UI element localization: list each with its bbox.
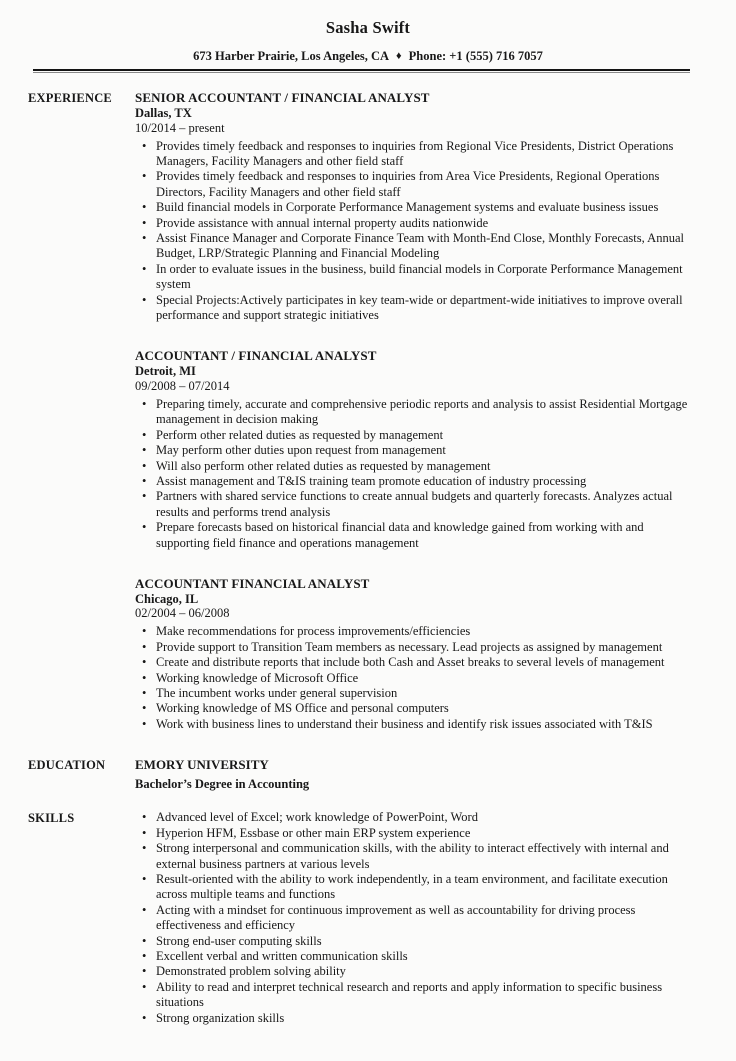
experience-section [28, 90, 690, 732]
section-label-experience: EXPERIENCE [28, 91, 112, 105]
bullet-item: • Assist management and T&IS training team promote education of industry processing [135, 474, 690, 489]
phone-text: Phone: +1 (555) 716 7057 [408, 49, 543, 63]
bullet-item: • Create and distribute reports that include both Cash and Asset breaks to several levels of management [135, 655, 690, 670]
job-bullet-list [135, 139, 690, 324]
job-dates: 02/2004 – 06/2008 [135, 606, 230, 621]
bullet-item: • The incumbent works under general supervision [135, 686, 690, 701]
address-text: 673 Harber Prairie, Los Angeles, CA [193, 49, 390, 63]
header-divider [33, 69, 690, 73]
bullet-item: • Provides timely feedback and responses to inquiries from Area Vice Presidents, Regional Operations Directors, Facility Managers and other field staff [135, 169, 690, 200]
degree-name: Bachelor’s Degree in Accounting [135, 777, 310, 792]
job-dates: 09/2008 – 07/2014 [135, 378, 230, 393]
bullet-item: • Preparing timely, accurate and comprehensive periodic reports and analysis to assist Residential Mortgage management in decision making [135, 397, 690, 428]
bullet-item: • Perform other related duties as requested by management [135, 428, 690, 443]
skills-content [135, 810, 690, 1026]
bullet-item: • Build financial models in Corporate Performance Management systems and evaluate business issues [135, 200, 690, 215]
job-location: Detroit, MI [135, 364, 196, 379]
bullet-item: • Provide assistance with annual internal property audits nationwide [135, 216, 690, 231]
school-name: EMORY UNIVERSITY [135, 757, 269, 773]
resume-body [0, 90, 736, 1026]
job-entry-senior-accountant [135, 90, 690, 323]
education-section [28, 757, 690, 792]
skills-bullet-list [135, 810, 690, 1026]
bullet-item: • Strong end-user computing skills [135, 934, 690, 949]
bullet-item: • Working knowledge of MS Office and personal computers [135, 701, 690, 716]
bullet-item: • Acting with a mindset for continuous improvement as well as accountability for driving process effectiveness and efficiency [135, 903, 690, 934]
job-location: Chicago, IL [135, 591, 199, 606]
bullet-item: • Advanced level of Excel; work knowledge of PowerPoint, Word [135, 810, 690, 825]
contact-line [0, 49, 736, 64]
job-title: ACCOUNTANT FINANCIAL ANALYST [135, 575, 370, 591]
bullet-item: • Prepare forecasts based on historical financial data and knowledge gained from working with and supporting field finance and operations management [135, 520, 690, 551]
job-entry-accountant-financial-analyst [135, 348, 690, 551]
divider-thin-line [33, 72, 690, 73]
bullet-item: • Assist Finance Manager and Corporate Finance Team with Month-End Close, Monthly Forecasts, Annual Budget, LRP/Strategic Planning and Financial Modeling [135, 231, 690, 262]
bullet-item: • Provides timely feedback and responses to inquiries from Regional Vice Presidents, District Operations Managers, Facility Managers and other field staff [135, 139, 690, 170]
section-label-education: EDUCATION [28, 758, 106, 773]
bullet-item: • Demonstrated problem solving ability [135, 964, 690, 979]
bullet-item: • Provide support to Transition Team members as necessary. Lead projects as assigned by management [135, 640, 690, 655]
education-content [135, 757, 690, 792]
bullet-item: • Hyperion HFM, Essbase or other main ERP system experience [135, 826, 690, 841]
bullet-item: • Partners with shared service functions to create annual budgets and quarterly forecasts. Analyzes actual results and performs trend analysis [135, 489, 690, 520]
bullet-item: • Work with business lines to understand their business and identify risk issues associated with T&IS [135, 717, 690, 732]
section-label-skills: SKILLS [28, 811, 75, 826]
bullet-item: • Will also perform other related duties as requested by management [135, 459, 690, 474]
job-title: ACCOUNTANT / FINANCIAL ANALYST [135, 348, 377, 364]
divider-thick-line [33, 69, 690, 71]
bullet-item: • Strong organization skills [135, 1011, 690, 1026]
candidate-name: Sasha Swift [325, 18, 411, 37]
bullet-item: • May perform other duties upon request from management [135, 443, 690, 458]
bullet-item: • Strong interpersonal and communication skills, with the ability to interact effectively with internal and external business partners at various levels [135, 841, 690, 872]
job-entry-accountant-financial-analyst-chicago [135, 576, 690, 732]
bullet-item: • In order to evaluate issues in the business, build financial models in Corporate Performance Management system [135, 262, 690, 293]
job-location: Dallas, TX [135, 106, 192, 120]
skills-section [28, 810, 690, 1026]
resume-header [0, 18, 736, 73]
experience-content [135, 90, 690, 732]
bullet-item: • Ability to read and interpret technical research and reports and apply information to specific business situations [135, 980, 690, 1011]
bullet-item: • Special Projects:Actively participates in key team-wide or department-wide initiatives to improve overall performance and support strategic initiatives [135, 293, 690, 324]
job-dates: 10/2014 – present [135, 120, 225, 135]
job-title: SENIOR ACCOUNTANT / FINANCIAL ANALYST [135, 90, 430, 105]
bullet-item: • Working knowledge of Microsoft Office [135, 671, 690, 686]
job-bullet-list [135, 397, 690, 551]
bullet-item: • Excellent verbal and written communication skills [135, 949, 690, 964]
bullet-item: • Result-oriented with the ability to work independently, in a team environment, and facilitate execution across multiple teams and functions [135, 872, 690, 903]
job-bullet-list [135, 624, 690, 732]
bullet-item: • Make recommendations for process improvements/efficiencies [135, 624, 690, 639]
diamond-separator-icon: ♦ [396, 50, 402, 62]
